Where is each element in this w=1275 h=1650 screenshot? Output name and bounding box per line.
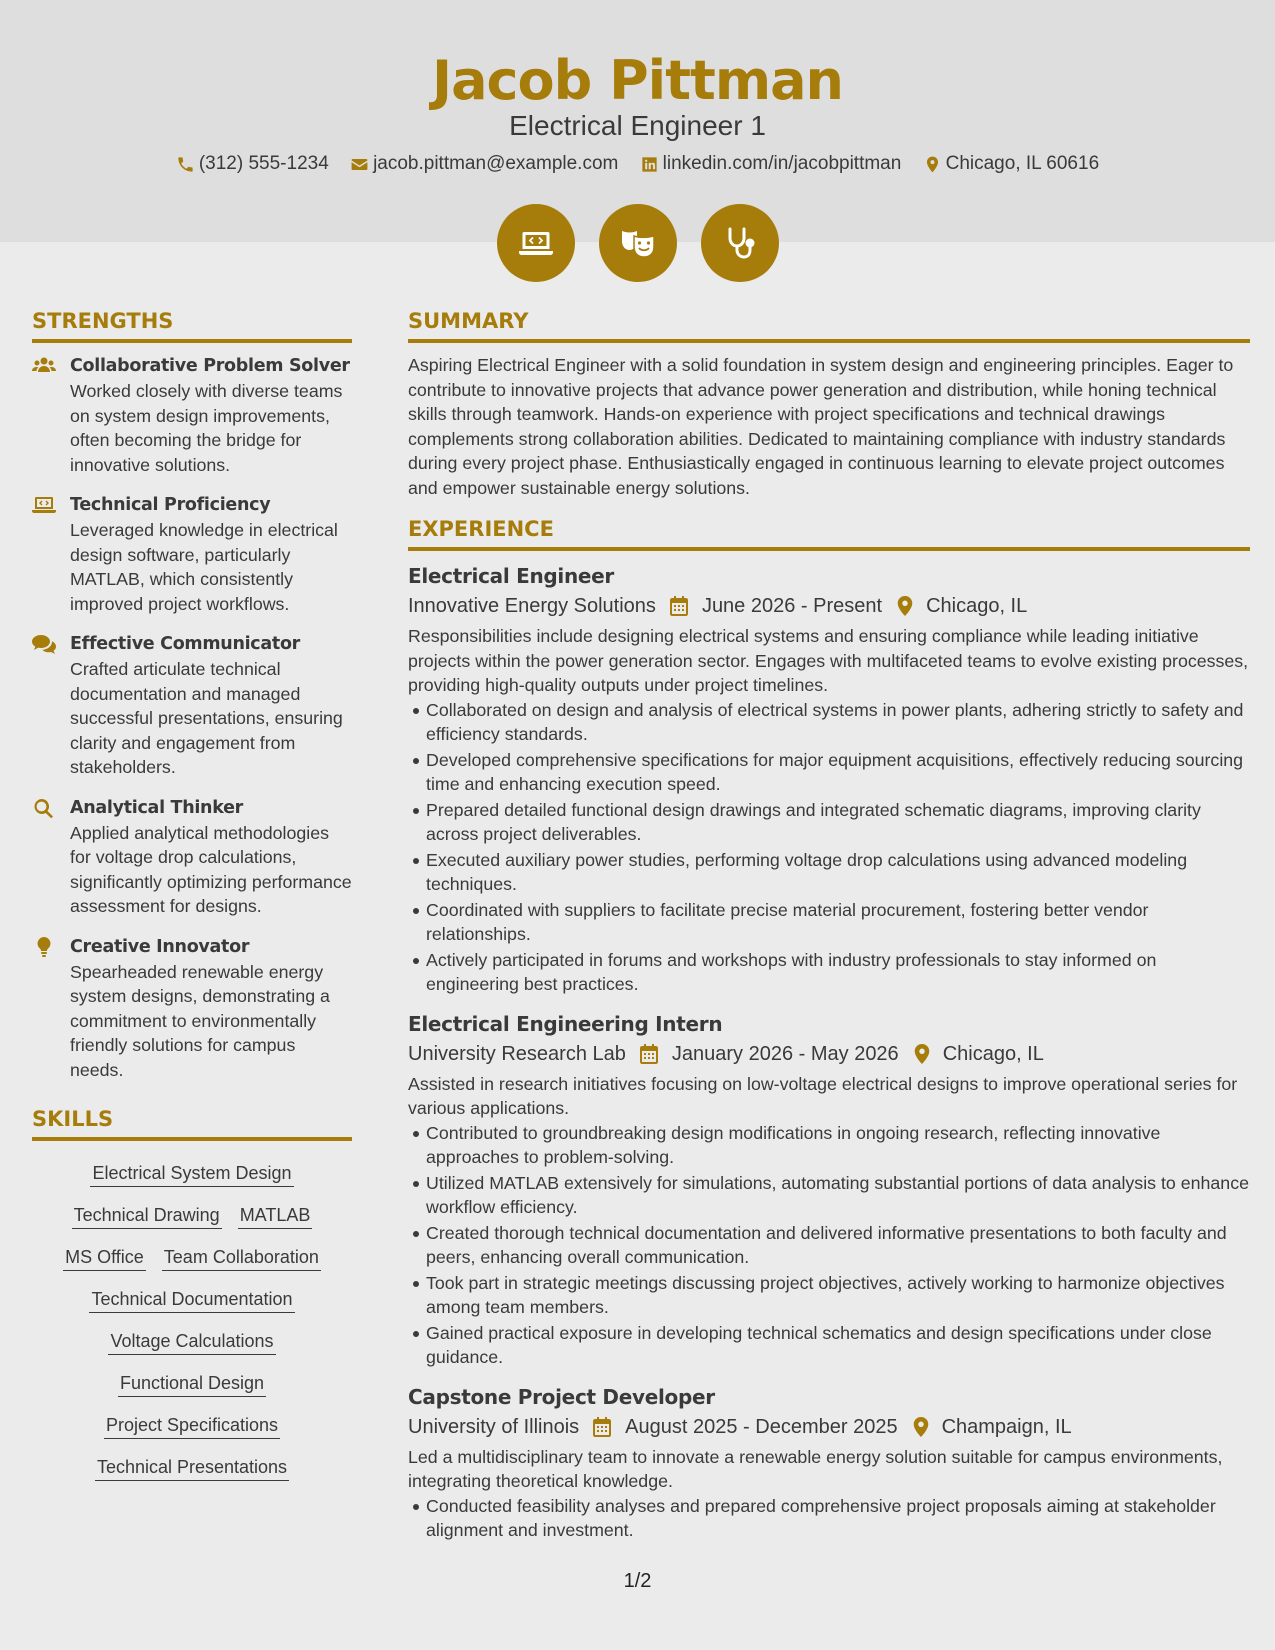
left-column	[32, 306, 352, 1491]
job-bullets	[408, 1494, 1250, 1543]
skill-tag: MS Office	[63, 1245, 146, 1271]
search-icon	[32, 797, 56, 819]
laptop-code-icon	[32, 494, 56, 516]
job-bullets	[408, 698, 1250, 997]
stethoscope-circle	[701, 204, 779, 282]
job-company: Innovative Energy Solutions	[408, 595, 656, 617]
map-pin-icon	[913, 1044, 931, 1064]
strength-title: Analytical Thinker	[70, 797, 243, 818]
job-bullet: Coordinated with suppliers to facilitate precise material procurement, fostering better vendor relationships.	[426, 898, 1250, 947]
strength-description: Crafted articulate technical documentation and managed successful presentations, ensuring clarity and engagement from stakeholders.	[70, 659, 343, 777]
contact-bar	[0, 150, 1275, 178]
job-entry	[408, 561, 1250, 997]
job-title: Electrical Engineering Intern	[408, 1011, 723, 1036]
skill-tag: Electrical System Design	[90, 1161, 293, 1187]
interest-icons	[0, 204, 1275, 282]
job-bullet: Conducted feasibility analyses and prepared comprehensive project proposals aiming at stakeholder alignment and investment.	[426, 1494, 1250, 1543]
job-bullet: Executed auxiliary power studies, performing voltage drop calculations using advanced modeling techniques.	[426, 848, 1250, 897]
right-column	[408, 306, 1250, 1555]
skill-tag: Technical Documentation	[89, 1287, 294, 1313]
skill-tag: Team Collaboration	[162, 1245, 321, 1271]
job-bullet: Took part in strategic meetings discussing project objectives, actively working to harmonize objectives among team members.	[426, 1271, 1250, 1320]
job-bullets	[408, 1121, 1250, 1370]
email-text: jacob.pittman@example.com	[373, 153, 619, 174]
job-company: University of Illinois	[408, 1415, 580, 1438]
job-description: Assisted in research initiatives focusing on low-voltage electrical designs to improve operational series for various applications.	[408, 1073, 1238, 1118]
strength-item	[32, 492, 352, 616]
job-title: Capstone Project Developer	[408, 1384, 715, 1409]
job-description: Responsibilities include designing electrical systems and ensuring compliance while leading initiative projects within the power generation sector. Engages with multifaceted teams to evolve existing processes, providing high-quality outputs under project timelines.	[408, 626, 1249, 695]
job-meta	[408, 1039, 1250, 1069]
contact-email[interactable]	[350, 150, 618, 178]
envelope-icon	[350, 155, 369, 174]
users-icon	[32, 355, 56, 377]
job-bullet: Developed comprehensive specifications for major equipment acquisitions, effectively reducing sourcing time and enhancing execution speed.	[426, 748, 1250, 797]
phone-text: (312) 555-1234	[198, 153, 329, 174]
phone-icon	[176, 155, 195, 174]
job-location: Champaign, IL	[941, 1415, 1072, 1438]
stethoscope-icon	[720, 223, 760, 263]
strength-description: Worked closely with diverse teams on system design improvements, often becoming the bridge for innovative solutions.	[70, 381, 343, 475]
summary-text: Aspiring Electrical Engineer with a solid foundation in system design and engineering principles. Eager to contribute to innovative projects that advance power generation and distribution, while honing technical skills through teamwork. Hands-on experience with project specifications and technical drawings complements strong collaboration abilities. Dedicated to maintaining compliance with industry standards during every project phase. Enthusiastically engaged in continuous learning to elevate project outcomes and empower sustainable energy solutions.	[408, 355, 1234, 498]
contact-linkedin[interactable]	[640, 150, 902, 178]
skill-tag: MATLAB	[238, 1203, 313, 1229]
skills-heading: SKILLS	[32, 1104, 352, 1141]
comments-icon	[32, 633, 56, 655]
job-bullet: Actively participated in forums and workshops with industry professionals to stay informed on engineering best practices.	[426, 948, 1250, 997]
candidate-title: Electrical Engineer 1	[509, 110, 766, 141]
job-bullet: Created thorough technical documentation and delivered informative presentations to both faculty and peers, enhancing overall communication.	[426, 1221, 1250, 1270]
strength-title: Creative Innovator	[70, 936, 250, 957]
strength-description: Leveraged knowledge in electrical design software, particularly MATLAB, which consistently improved project workflows.	[70, 520, 338, 614]
skills-list	[32, 1151, 352, 1491]
contact-location	[923, 150, 1100, 178]
job-entry	[408, 1009, 1250, 1370]
laptop-code-icon	[516, 223, 556, 263]
laptop-code-circle	[497, 204, 575, 282]
summary-heading: SUMMARY	[408, 306, 1250, 343]
strength-item	[32, 934, 352, 1083]
job-dates: June 2026 - Present	[701, 595, 883, 617]
strength-item	[32, 353, 352, 477]
calendar-icon	[670, 596, 688, 616]
location-text: Chicago, IL 60616	[945, 153, 1100, 174]
theater-masks-icon	[618, 223, 658, 263]
skill-tag: Technical Presentations	[95, 1455, 289, 1481]
strength-title: Technical Proficiency	[70, 495, 271, 515]
job-location: Chicago, IL	[926, 595, 1028, 617]
theater-masks-circle	[599, 204, 677, 282]
strength-description: Spearheaded renewable energy system designs, demonstrating a commitment to environmentally friendly solutions for campus needs.	[70, 961, 330, 1080]
job-bullet: Utilized MATLAB extensively for simulations, automating substantial portions of data analysis to enhance workflow efficiency.	[426, 1171, 1250, 1220]
skill-tag: Voltage Calculations	[108, 1329, 275, 1355]
job-meta	[408, 1412, 1250, 1442]
map-pin-icon	[923, 155, 942, 174]
job-company: University Research Lab	[408, 1042, 626, 1065]
contact-phone[interactable]	[176, 150, 329, 178]
map-pin-icon	[896, 596, 914, 616]
job-dates: August 2025 - December 2025	[625, 1415, 898, 1438]
skill-tag: Technical Drawing	[72, 1203, 222, 1229]
strength-title: Collaborative Problem Solver	[70, 356, 350, 376]
strength-item	[32, 631, 352, 780]
strengths-heading: STRENGTHS	[32, 306, 352, 343]
page-number: 1/2	[623, 1570, 652, 1592]
job-description: Led a multidisciplinary team to innovate a renewable energy solution suitable for campus environments, integrating theoretical knowledge.	[408, 1446, 1223, 1491]
linkedin-icon	[640, 155, 659, 174]
skill-tag: Project Specifications	[104, 1413, 280, 1439]
calendar-icon	[640, 1044, 658, 1064]
strength-item	[32, 795, 352, 919]
strength-description: Applied analytical methodologies for voltage drop calculations, significantly optimizing performance assessment for designs.	[70, 822, 352, 916]
map-pin-icon	[912, 1417, 930, 1437]
job-bullet: Gained practical exposure in developing technical schematics and design specifications under close guidance.	[426, 1321, 1250, 1370]
job-location: Chicago, IL	[942, 1042, 1044, 1065]
job-bullet: Contributed to groundbreaking design modifications in ongoing research, reflecting innovative approaches to problem-solving.	[426, 1121, 1250, 1170]
job-bullet: Prepared detailed functional design drawings and integrated schematic diagrams, improving clarity across project deliverables.	[426, 798, 1250, 847]
strength-title: Effective Communicator	[70, 634, 301, 654]
linkedin-text: linkedin.com/in/jacobpittman	[662, 153, 902, 174]
job-bullet: Collaborated on design and analysis of electrical systems in power plants, adhering strictly to safety and efficiency standards.	[426, 698, 1250, 747]
skill-tag: Functional Design	[118, 1371, 266, 1397]
job-dates: January 2026 - May 2026	[671, 1042, 899, 1065]
job-entry	[408, 1382, 1250, 1543]
experience-heading: EXPERIENCE	[408, 514, 1250, 551]
job-title: Electrical Engineer	[408, 564, 614, 588]
job-meta	[408, 591, 1250, 621]
candidate-name: Jacob Pittman	[432, 49, 843, 112]
calendar-icon	[593, 1417, 611, 1437]
lightbulb-icon	[32, 936, 56, 958]
